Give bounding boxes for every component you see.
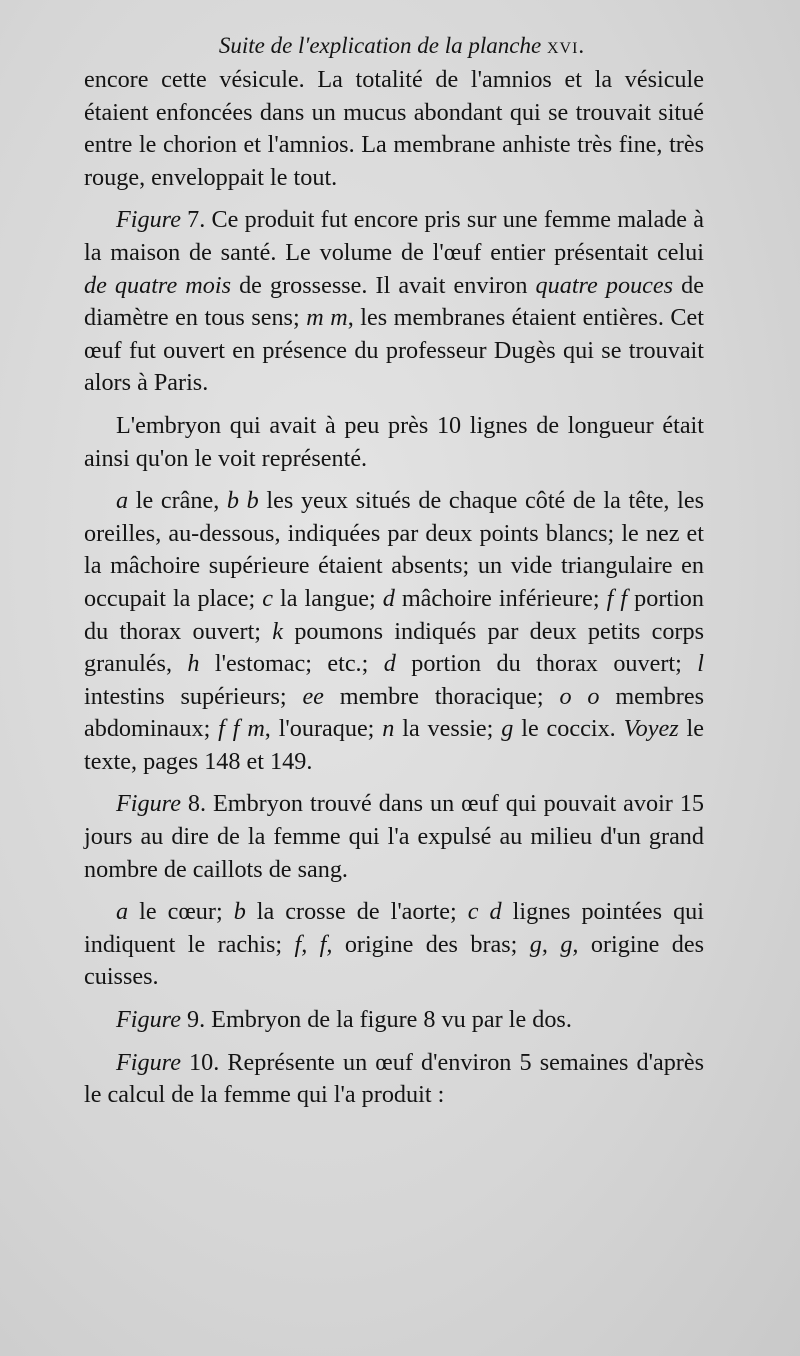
running-head — [84, 30, 704, 62]
text-run: 9. Embryon de la figure 8 vu par le dos. — [180, 1006, 572, 1034]
paragraph-p3 — [84, 410, 704, 475]
book-page — [84, 30, 704, 1122]
text-run: l'estomac; etc.; — [199, 650, 384, 678]
italic-text: Figure — [116, 1048, 181, 1076]
italic-text: b — [233, 898, 246, 926]
running-head-title: Suite de l'explication de la planche — [218, 33, 542, 58]
italic-text: d — [382, 584, 395, 612]
italic-text: c d — [467, 898, 502, 926]
italic-text: Figure — [116, 1006, 181, 1034]
italic-text: de quatre mois — [84, 271, 231, 299]
text-run: intestins supérieurs; — [84, 682, 303, 710]
paragraph-p5 — [84, 788, 704, 886]
text-run: la crosse de l'aorte; — [245, 898, 468, 926]
italic-text: Figure — [116, 790, 181, 818]
paragraph-p6 — [84, 896, 704, 994]
italic-text: f f m — [218, 715, 265, 743]
italic-text: f, f, — [294, 930, 333, 958]
text-run: le crâne, — [128, 487, 227, 515]
paragraph-p4 — [84, 485, 704, 778]
paragraph-p1 — [84, 64, 704, 194]
italic-text: a — [116, 487, 129, 515]
text-run: L'embryon qui avait à peu près 10 lignes de longueur était ainsi qu'on le voit représenté. — [84, 411, 704, 472]
italic-text: b b — [226, 487, 259, 515]
text-run: le coccix. — [513, 715, 624, 743]
text-run: 10. Représente un œuf d'environ 5 semaines d'après le calcul de la femme qui l'a produit : — [84, 1048, 704, 1109]
text-run: poumons indiqués par deux petits corps granulés, — [84, 617, 704, 678]
text-run: de diamètre en tous sens; — [84, 271, 704, 332]
italic-text: n — [382, 715, 395, 743]
italic-text: h — [187, 650, 200, 678]
text-run: portion du thorax ouvert; — [395, 650, 698, 678]
paragraph-p7 — [84, 1004, 704, 1037]
text-run: membres abdominaux; — [84, 682, 705, 743]
text-run: membre thoracique; — [323, 682, 560, 710]
italic-text: d — [383, 650, 396, 678]
italic-text: k — [272, 617, 284, 645]
text-run: la vessie; — [394, 715, 502, 743]
italic-text: a — [116, 898, 129, 926]
italic-text: f f — [606, 584, 628, 612]
italic-text: l — [697, 650, 704, 678]
paragraph-p2 — [84, 204, 704, 400]
italic-text: c — [262, 584, 273, 612]
text-run: lignes pointées qui indiquent le rachis; — [84, 898, 704, 958]
text-run: le cœur; — [128, 898, 234, 926]
italic-text: g — [501, 715, 514, 743]
text-run: mâchoire inférieure; — [394, 584, 607, 612]
text-run: portion du thorax ouvert; — [84, 584, 704, 645]
text-run: origine des bras; — [332, 930, 530, 958]
text-run: encore cette vésicule. La totalité de l'amnios et la vésicule étaient enfoncées dans un mucus abondant qui se trouvait situé entre le chorion et l'amnios. La membrane anhiste très fine, très rouge, enveloppait le tout. — [84, 66, 704, 191]
italic-text: ee — [302, 682, 324, 710]
text-run: les yeux situés de chaque côté de la tête, les oreilles, au-dessous, indiquées par deux points blancs; le nez et la mâchoire supérieure étaient absents; un vide triangulaire en occupait la place; — [84, 487, 704, 612]
italic-text: Figure — [116, 206, 181, 234]
italic-text: quatre pouces — [535, 271, 674, 299]
text-run: la langue; — [272, 584, 383, 612]
text-run: de grossesse. Il avait environ — [230, 271, 536, 299]
italic-text: Voyez — [623, 715, 679, 743]
paragraph-p8 — [84, 1047, 704, 1112]
italic-text: m m — [306, 304, 348, 332]
text-run: , l'ouraque; — [264, 715, 383, 743]
text-run: 8. Embryon trouvé dans un œuf qui pouvait avoir 15 jours au dire de la femme qui l'a expulsé au milieu d'un grand nombre de caillots de sang. — [84, 790, 704, 883]
text-run: le texte, pages 148 et 149. — [84, 715, 704, 775]
text-run: origine des cuisses. — [84, 930, 705, 991]
text-run: 7. Ce produit fut encore pris sur une femme malade à la maison de santé. Le volume de l'œuf entier présentait celui — [84, 206, 704, 266]
text-run: , les membranes étaient entières. Cet œuf fut ouvert en présence du professeur Dugès qui se trouvait alors à Paris. — [84, 304, 704, 397]
body-text — [84, 64, 704, 1112]
italic-text: g, g, — [529, 930, 579, 958]
italic-text: o o — [559, 682, 600, 710]
plate-number: xvi. — [546, 33, 586, 58]
